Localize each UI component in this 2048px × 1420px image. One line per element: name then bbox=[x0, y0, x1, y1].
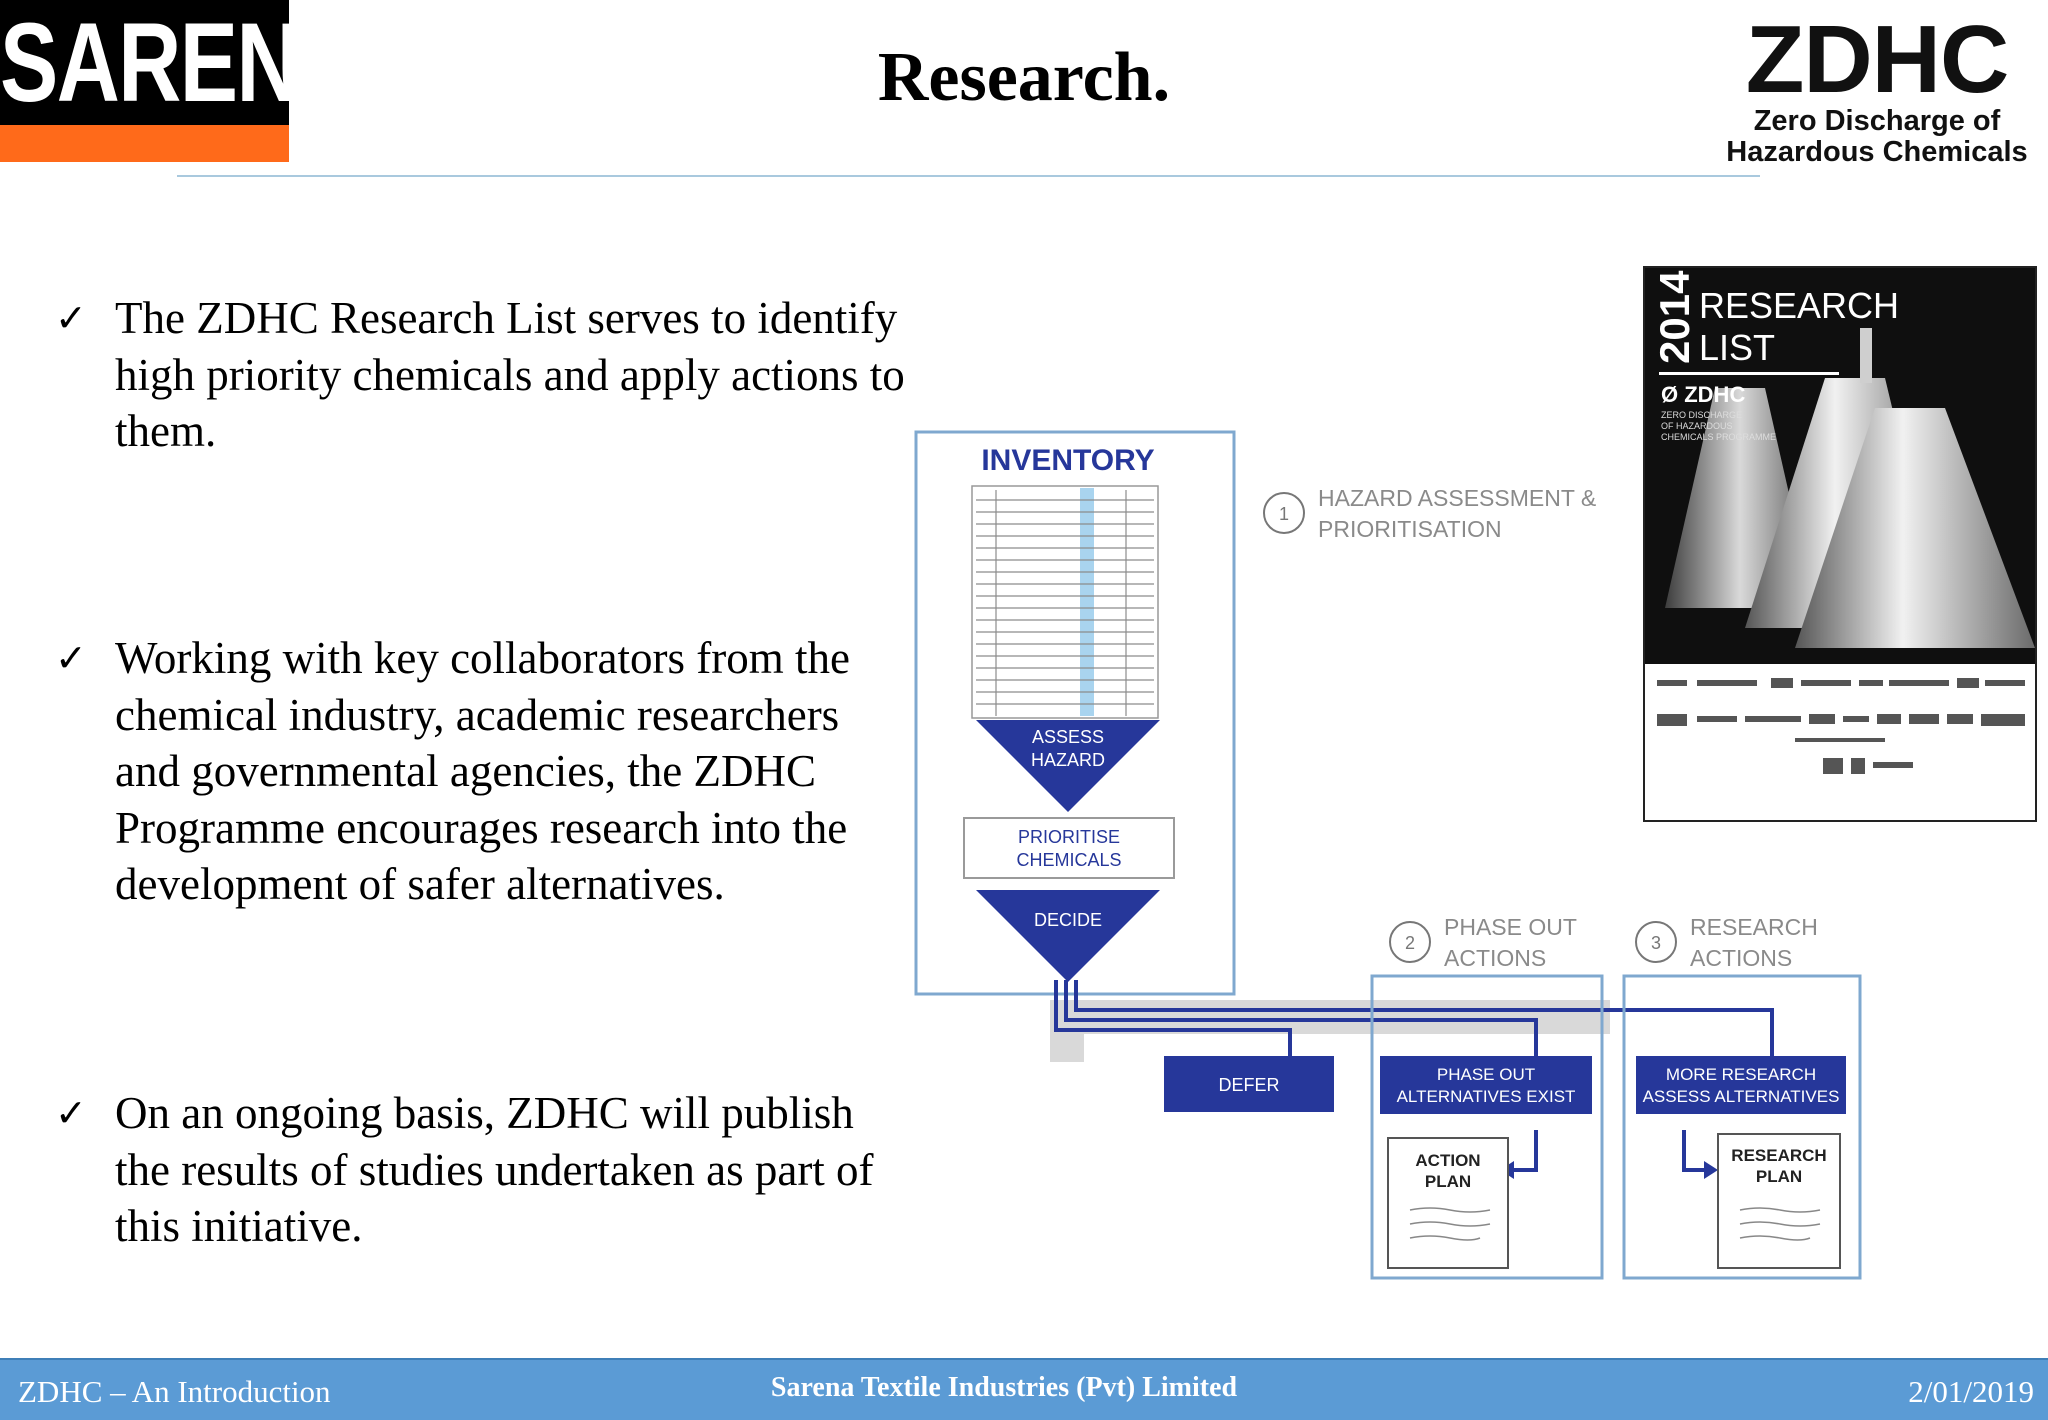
step-1-line1: HAZARD ASSESSMENT & bbox=[1318, 485, 1597, 511]
action-plan-line1: ACTION bbox=[1415, 1151, 1481, 1170]
sarena-logo-text: SARENA bbox=[0, 0, 360, 125]
bullet-line: Programme encourages research into the bbox=[115, 802, 848, 853]
cover-year: 2014 bbox=[1651, 270, 1698, 364]
bullet-item-publish bbox=[55, 1085, 1015, 1255]
research-list-cover-image bbox=[1643, 266, 2037, 822]
prioritise-line1: PRIORITISE bbox=[1017, 827, 1121, 847]
bullet-line: them. bbox=[115, 406, 217, 456]
inventory-spreadsheet-thumbnail bbox=[972, 486, 1158, 718]
bullet-line: high priority chemicals and apply actions to bbox=[115, 349, 905, 400]
research-plan-line1: RESEARCH bbox=[1731, 1146, 1827, 1165]
footer-company-name: Sarena Textile Industries (Pvt) Limited bbox=[770, 1372, 1238, 1403]
bullet-line: this initiative. bbox=[115, 1201, 363, 1251]
defer-label: DEFER bbox=[1218, 1075, 1280, 1095]
footer-bar bbox=[0, 1358, 2048, 1420]
cover-brand: Ø ZDHC bbox=[1661, 382, 1746, 407]
research-box-line1: MORE RESEARCH bbox=[1665, 1065, 1817, 1084]
zdhc-logo-sub-2: Hazardous Chemicals bbox=[1726, 136, 2028, 168]
bullet-line: development of safer alternatives. bbox=[115, 859, 725, 909]
footer-presentation-title: ZDHC – An Introduction bbox=[18, 1374, 331, 1409]
step-2-number: 2 bbox=[1404, 933, 1416, 953]
bullet-line: Working with key collaborators from the bbox=[115, 633, 850, 683]
sarena-logo-orange-bar bbox=[0, 125, 289, 162]
inventory-label: INVENTORY bbox=[981, 444, 1155, 477]
cover-title-line2: LIST bbox=[1699, 327, 1776, 368]
cover-brand-sub-1: ZERO DISCHARGE bbox=[1661, 410, 1743, 420]
bullet-line: chemical industry, academic researchers bbox=[115, 689, 840, 740]
step-3-line2: ACTIONS bbox=[1690, 945, 1793, 971]
header-divider bbox=[177, 175, 1760, 177]
research-box-line2: ASSESS ALTERNATIVES bbox=[1642, 1087, 1840, 1106]
assess-hazard-line2: HAZARD bbox=[1030, 750, 1106, 770]
cover-title-line1: RESEARCH bbox=[1699, 285, 1900, 326]
zdhc-logo bbox=[1712, 6, 2042, 168]
checkmark-icon: ✓ bbox=[55, 1091, 87, 1135]
phase-box-line1: PHASE OUT bbox=[1436, 1065, 1536, 1084]
cover-svg bbox=[1645, 268, 2035, 820]
step-1-number: 1 bbox=[1278, 504, 1290, 524]
prioritise-line2: CHEMICALS bbox=[1016, 850, 1122, 870]
arrow-head-research-plan bbox=[1704, 1161, 1718, 1179]
cover-brand-sub-3: CHEMICALS PROGRAMME bbox=[1661, 432, 1777, 442]
action-plan-line2: PLAN bbox=[1424, 1172, 1472, 1191]
phase-box-line2: ALTERNATIVES EXIST bbox=[1396, 1087, 1576, 1106]
bullet-line: On an ongoing basis, ZDHC will publish bbox=[115, 1088, 854, 1138]
step-2-line1: PHASE OUT bbox=[1444, 914, 1577, 940]
bullet-line: and governmental agencies, the ZDHC bbox=[115, 746, 817, 796]
checkmark-icon: ✓ bbox=[55, 296, 87, 340]
page-title: Research. bbox=[877, 39, 1171, 116]
cover-brand-sub-2: OF HAZARDOUS bbox=[1661, 421, 1733, 431]
bullet-item-collaborators bbox=[55, 630, 1015, 913]
bullet-item-research-list bbox=[55, 290, 1015, 460]
research-plan-line2: PLAN bbox=[1755, 1167, 1803, 1186]
checkmark-icon: ✓ bbox=[55, 636, 87, 680]
assess-hazard-line1: ASSESS bbox=[1031, 727, 1105, 747]
zdhc-logo-text: ZDHC bbox=[1745, 6, 2009, 113]
decide-label: DECIDE bbox=[1033, 910, 1103, 930]
footer-date: 2/01/2019 bbox=[1908, 1374, 2034, 1409]
step-1-line2: PRIORITISATION bbox=[1318, 516, 1502, 542]
bullet-line: The ZDHC Research List serves to identify bbox=[115, 293, 898, 343]
decide-triangle bbox=[976, 890, 1160, 982]
zdhc-logo-sub-1: Zero Discharge of bbox=[1753, 105, 2001, 137]
step-3-number: 3 bbox=[1650, 933, 1662, 953]
bullet-line: the results of studies undertaken as part of bbox=[115, 1144, 874, 1195]
step-3-line1: RESEARCH bbox=[1690, 914, 1818, 940]
step-2-line2: ACTIONS bbox=[1444, 945, 1547, 971]
